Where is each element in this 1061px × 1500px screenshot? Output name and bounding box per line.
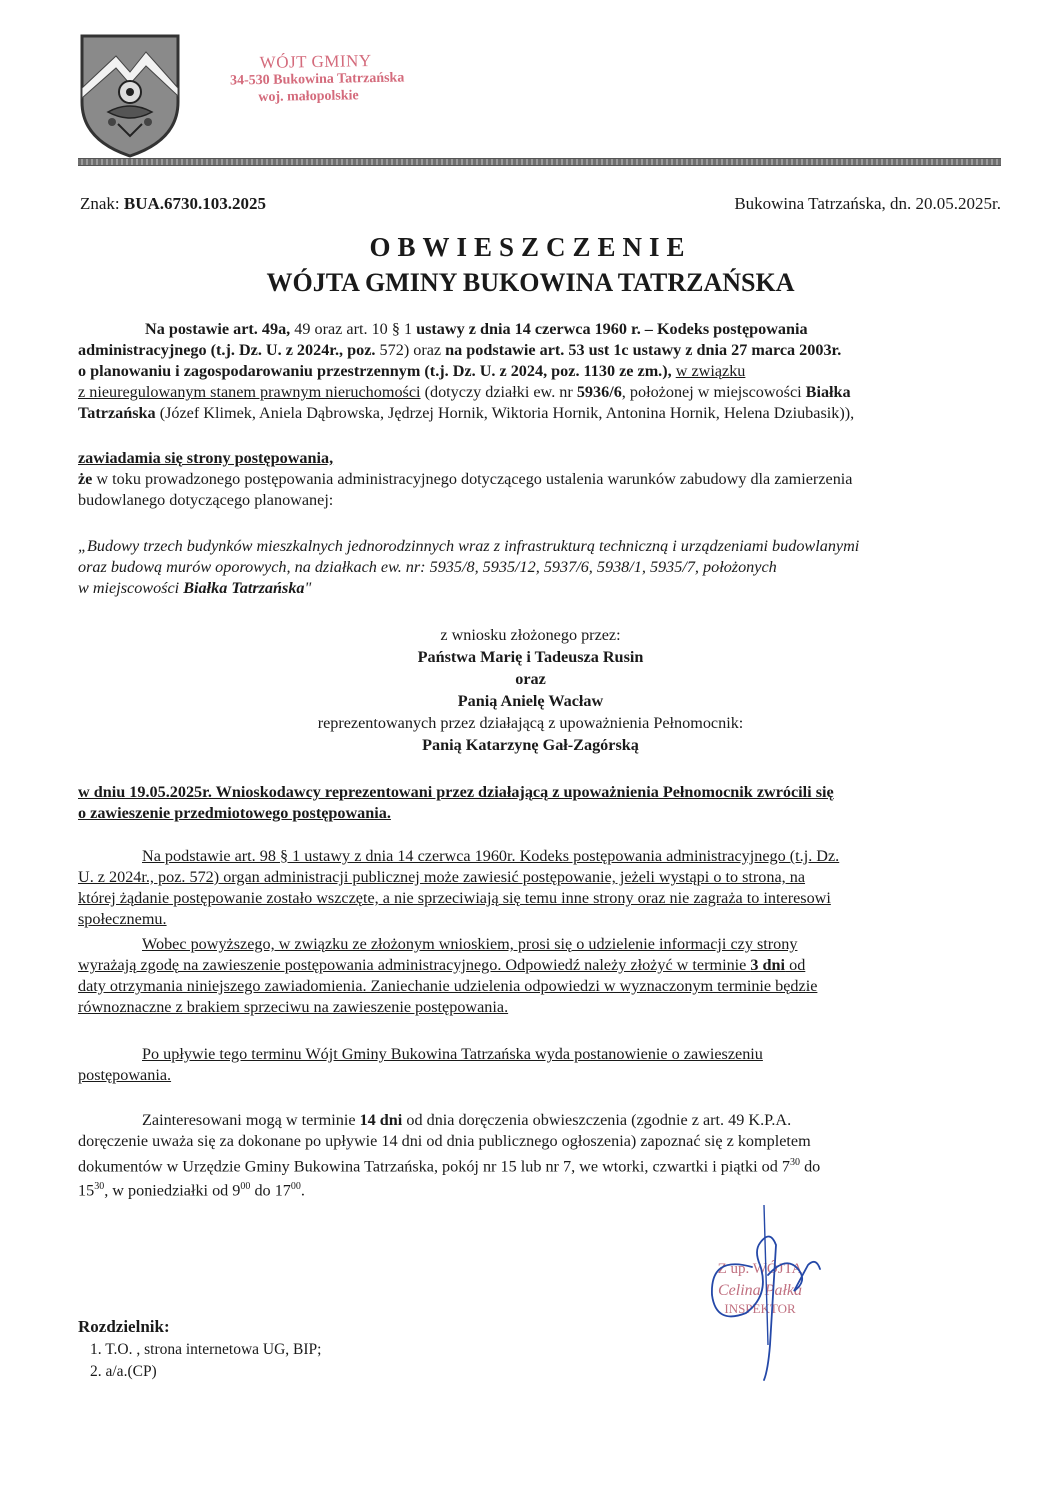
intro-line-2: administracyjnego (t.j. Dz. U. z 2024r., poz. 572) oraz na podstawie art. 53 ust 1c ustawy z dnia 27 marca 2003r. <box>78 341 842 359</box>
stamp-title: WÓJT GMINY <box>259 51 372 72</box>
legal-line-3: której żądanie postępowanie zostało wszczęte, a nie sprzeciwiają się temu inne strony oraz nie zagraża to interesowi <box>78 889 831 907</box>
place-date: Bukowina Tatrzańska, dn. 20.05.2025r. <box>734 194 1001 213</box>
quote-line-3: w miejscowości Białka Tatrzańska" <box>78 579 312 597</box>
info-request-line-2: wyrażają zgodę na zawieszenie postępowania administracyjnego. Odpowiedź należy złożyć w terminie 3 dni od <box>78 956 806 974</box>
header-divider <box>78 158 1001 166</box>
intro-line-5: Tatrzańska (Józef Klimek, Aniela Dąbrowska, Jędrzej Hornik, Wiktoria Hornik, Antonina Hornik, Helena Dziubasik)), <box>78 404 855 422</box>
notice-line-2: budowlanego dotyczącego planowanej: <box>78 491 334 509</box>
representative-name: Panią Katarzynę Gał-Zagórską <box>422 736 639 754</box>
signature-stamp-authority: Z up. WÓJTA <box>717 1261 803 1277</box>
intro-line-4: z nieuregulowanym stanem prawnym nieruchomości (dotyczy działki ew. nr 5936/6, położonej w miejscowości Białka <box>78 383 851 401</box>
applicant-1: Państwa Marię i Tadeusza Rusin <box>417 648 644 666</box>
request-line-1: w dniu 19.05.2025r. Wnioskodawcy reprezentowani przez działającą z upoważnienia Pełnomocnik zwrócili się <box>78 783 834 801</box>
stamp-address: 34-530 Bukowina Tatrzańska <box>229 70 405 89</box>
coat-of-arms-icon <box>78 32 182 160</box>
stamp-region: woj. małopolskie <box>258 87 359 105</box>
after-line-2: postępowania. <box>78 1066 172 1084</box>
info-request-line-4: równoznaczne z brakiem sprzeciwu na zawieszenie postępowania. <box>78 998 509 1016</box>
notice-line-1: że w toku prowadzonego postępowania administracyjnego dotyczącego ustalenia warunków zabudowy dla zamierzenia <box>78 470 853 488</box>
representative-intro: reprezentowanych przez działającą z upoważnienia Pełnomocnik: <box>317 714 744 732</box>
signature-stamp-name: Celina Pałka <box>718 1282 802 1299</box>
after-line-1: Po upływie tego terminu Wójt Gminy Bukowina Tatrzańska wyda postanowienie o zawieszeniu <box>142 1045 763 1063</box>
document-title: OBWIESZCZENIE <box>369 232 692 262</box>
request-line-2: o zawieszenie przedmiotowego postępowania. <box>78 804 391 822</box>
quote-line-2: oraz budową murów oporowych, na działkach ew. nr: 5935/8, 5935/12, 5937/6, 5938/1, 5935/7, położonych <box>78 558 777 576</box>
document-subtitle: WÓJTA GMINY BUKOWINA TATRZAŃSKA <box>266 268 795 297</box>
distribution-heading: Rozdzielnik: <box>78 1317 170 1336</box>
reference-number: Znak: BUA.6730.103.2025 <box>80 194 267 213</box>
applicants-and: oraz <box>515 670 546 688</box>
info-line-2: doręczenie uważa się za dokonane po upływie 14 dni od dnia publicznego ogłoszenia) zapoznać się z kompletem <box>78 1132 811 1150</box>
info-request-line-1: Wobec powyższego, w związku ze złożonym wnioskiem, prosi się o udzielenie informacji czy strony <box>142 935 798 953</box>
legal-line-1: Na podstawie art. 98 § 1 ustawy z dnia 14 czerwca 1960r. Kodeks postępowania administracyjnego (t.j. Dz. <box>142 847 840 865</box>
legal-line-4: społecznemu. <box>78 910 167 928</box>
signature-stamp-role: INSPEKTOR <box>724 1301 796 1316</box>
intro-line-3: o planowaniu i zagospodarowaniu przestrzennym (t.j. Dz. U. z 2024, poz. 1130 ze zm.), w związku <box>78 362 746 380</box>
info-line-3: dokumentów w Urzędzie Gminy Bukowina Tatrzańska, pokój nr 15 lub nr 7, we wtorki, czwartki i piątki od $7^{30}$ do <box>78 1157 821 1176</box>
distribution-item: 1. T.O. , strona internetowa UG, BIP; <box>90 1341 322 1358</box>
intro-line-1: Na postawie art. 49a, 49 oraz art. 10 § 1 ustawy z dnia 14 czerwca 1960 r. – Kodeks postępowania <box>145 320 808 338</box>
applicants-intro: z wniosku złożonego przez: <box>440 626 621 644</box>
notice-heading: zawiadamia się strony postępowania, <box>78 449 334 467</box>
distribution-item: 2. a/a.(CP) <box>90 1363 157 1380</box>
info-line-4: $15^{30}$, w poniedziałki od $9^{00}$ do $17^{00}$. <box>78 1181 305 1200</box>
info-line-1: Zainteresowani mogą w terminie 14 dni od dnia doręczenia obwieszczenia (zgodnie z art. 49 K.P.A. <box>142 1111 792 1129</box>
applicant-2: Panią Anielę Wacław <box>457 692 604 710</box>
distribution-list <box>90 1339 321 1383</box>
quote-line-1: „Budowy trzech budynków mieszkalnych jednorodzinnych wraz z infrastrukturą techniczną i urządzeniami budowlanymi <box>78 537 860 555</box>
info-request-line-3: daty otrzymania niniejszego zawiadomienia. Zaniechanie udzielenia odpowiedzi w wyznaczonym terminie będzie <box>78 977 818 995</box>
legal-line-2: U. z 2024r., poz. 572) organ administracji publicznej może zawiesić postępowanie, jeżeli wystąpi o to strona, na <box>78 868 806 886</box>
office-stamp <box>230 50 405 106</box>
handwritten-signature <box>690 1195 840 1385</box>
